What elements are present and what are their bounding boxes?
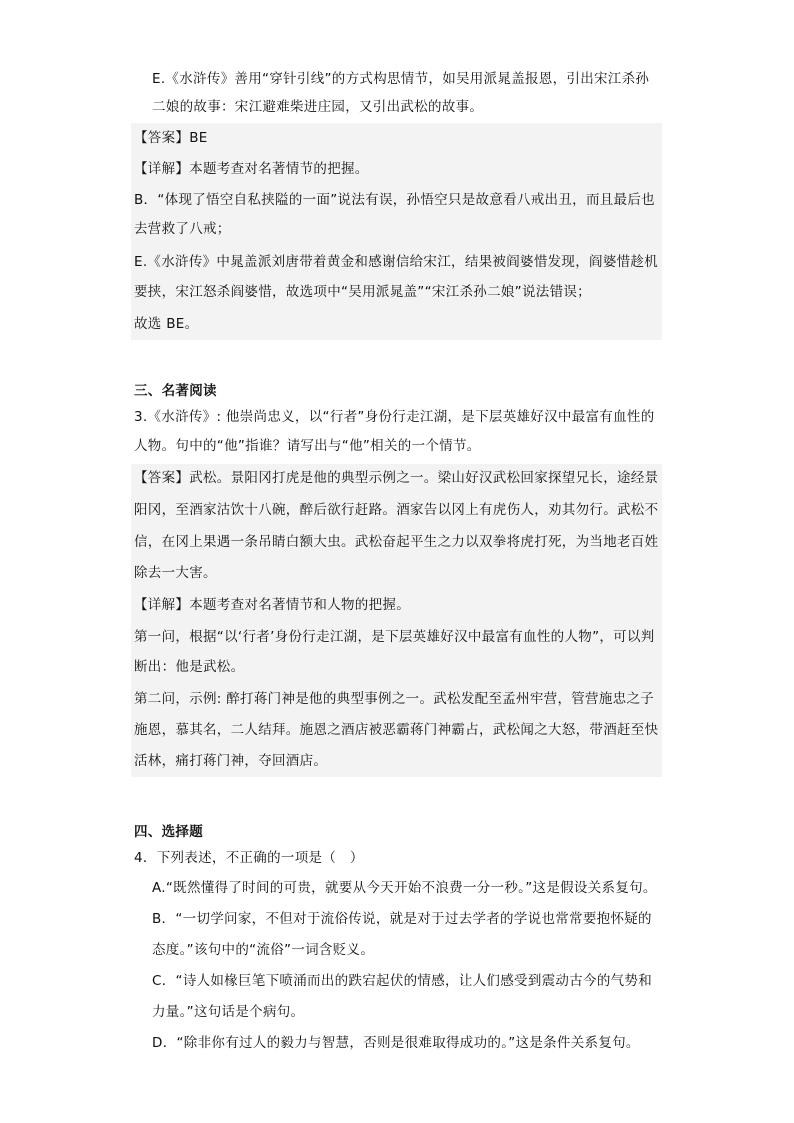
q4-option-b-line-2: 态度。”该句中的“流俗”一词含贬义。 [152, 942, 375, 958]
q4-option-c-line-2: 力量。”这句话是个病句。 [152, 1004, 305, 1020]
q2-answer: 【答案】BE [134, 130, 208, 146]
q3-detail-line-2: 第一问，根据“以‘行者’身份行走江湖，是下层英雄好汉中最富有血性的人物”，可以判 [134, 629, 655, 645]
q3-detail-line-5: 施恩，慕其名，二人结拜。施恩之酒店被恶霸蒋门神霸占，武松闻之大怒，带酒赶至快 [134, 722, 659, 738]
q4-question: 4．下列表述，不正确的一项是（ ） [134, 850, 364, 866]
q2-detail-line-3: 去营救了八戒； [134, 221, 231, 237]
q3-question-line-2: 人物。句中的“他”指谁？请写出与“他”相关的一个情节。 [134, 438, 481, 454]
q4-option-a: A.“既然懂得了时间的可贵，就要从今天开始不浪费一分一秒。”这是假设关系复句。 [152, 880, 657, 896]
q3-answer-line-1: 【答案】武松。景阳冈打虎是他的典型示例之一。梁山好汉武松回家探望兄长，途经景 [134, 470, 659, 486]
q2-detail-line-2: B．“体现了悟空自私挟隘的一面”说法有误，孙悟空只是故意看八戒出丑，而且最后也 [134, 192, 655, 208]
q3-answer-line-3: 信，在冈上果遇一条吊睛白额大虫。武松奋起平生之力以双拳将虎打死，为当地老百姓 [134, 534, 659, 550]
q4-option-d: D．“除非你有过人的毅力与智慧，否则是很难取得成功的。”这是条件关系复句。 [152, 1035, 640, 1051]
q3-answer-line-4: 除去一大害。 [134, 565, 217, 581]
q3-detail-line-3: 断出：他是武松。 [134, 659, 245, 675]
q3-answer-line-2: 阳冈，至酒家沽饮十八碗，醉后欲行赶路。酒家告以冈上有虎伤人，劝其勿行。武松不 [134, 502, 659, 518]
q2-detail-line-5: 要挟，宋江怒杀阎婆惜，故选项中“吴用派晁盖”“宋江杀孙二娘”说法错误； [134, 284, 591, 300]
q3-detail-line-4: 第二问，示例: 醉打蒋门神是他的典型事例之一。武松发配至孟州牢营，管营施忠之子 [134, 691, 655, 707]
q3-detail-line-6: 活林，痛打蒋门神，夺回酒店。 [134, 753, 328, 769]
q2-detail-line-6: 故选 BE。 [134, 316, 199, 332]
q2-option-e-line-1: E.《水浒传》善用“穿针引线”的方式构思情节，如吴用派晁盖报恩，引出宋江杀孙 [152, 71, 650, 87]
section-3-heading: 三、名著阅读 [134, 383, 217, 399]
section-4-heading: 四、选择题 [134, 824, 203, 840]
q2-detail-line-1: 【详解】本题考查对名著情节的把握。 [134, 161, 369, 177]
q3-detail-line-1: 【详解】本题考查对名著情节和人物的把握。 [134, 597, 410, 613]
q3-question-line-1: 3.《水浒传》: 他崇尚忠义，以“行者”身份行走江湖，是下层英雄好汉中最富有血性的 [134, 409, 655, 425]
q4-option-b-line-1: B．“一切学问家，不但对于流俗传说，就是对于过去学者的学说也常常要抱怀疑的 [152, 911, 652, 927]
q2-option-e-line-2: 二娘的故事：宋江避难柴进庄园，又引出武松的故事。 [152, 99, 484, 115]
q2-detail-line-4: E.《水浒传》中晁盖派刘唐带着黄金和感谢信给宋江，结果被阎婆惜发现，阎婆惜趁机 [134, 254, 659, 270]
q4-option-c-line-1: C．“诗人如椽巨笔下喷涌而出的跌宕起伏的情感，让人们感受到震动古今的气势和 [152, 973, 653, 989]
